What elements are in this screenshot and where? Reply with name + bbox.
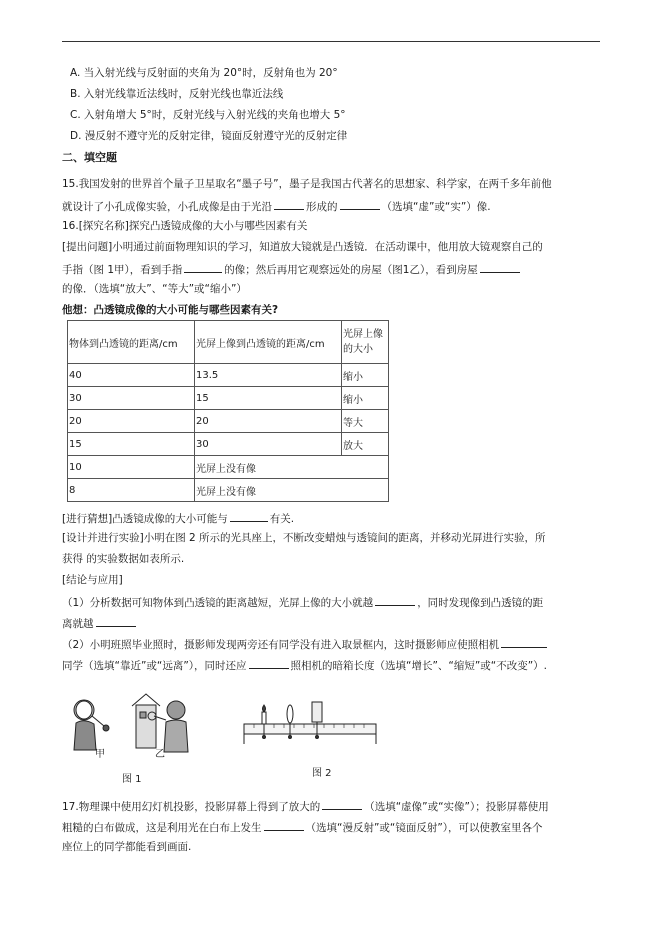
table-header-cell: 光屏上像到凸透镜的距离/cm — [195, 321, 342, 364]
answer-blank — [322, 798, 362, 810]
table-row — [68, 364, 389, 387]
table-cell: 放大 — [342, 433, 389, 456]
q16-conclusion2: （2）小明班照毕业照时，摄影师发现两旁还有同学没有进入取景框内，这时摄影师应使照相机 — [62, 636, 549, 652]
answer-blank — [480, 261, 520, 273]
table-header-row — [68, 321, 389, 364]
table-header-cell: 光屏上像的大小 — [342, 321, 389, 364]
q16-para3: 的像．（选填“放大”、“等大”或“缩小”） — [62, 283, 247, 295]
figure-1-caption: 图 1 — [122, 774, 142, 785]
table-row — [68, 456, 389, 479]
option-a: A. 当入射光线与反射面的夹角为 20°时，反射角也为 20° — [70, 67, 338, 79]
table-cell: 30 — [195, 433, 342, 456]
q16-para2: 手指（图 1甲），看到手指 的像；然后再用它观察远处的房屋（图1乙），看到房屋 — [62, 261, 522, 277]
table-cell: 40 — [68, 364, 195, 387]
table-cell: 20 — [195, 410, 342, 433]
q17-line2: 粗糙的白布做成，这是利用光在白布上发生 （选填“漫反射”或“镜面反射”），可以使教室里各个 — [62, 819, 543, 835]
answer-blank — [249, 657, 289, 669]
table-cell: 20 — [68, 410, 195, 433]
q16-conclusion1: （1）分析数据可知物体到凸透镜的距离越短，光屏上像的大小就越 ，同时发现像到凸透镜的距 — [62, 594, 543, 610]
section-heading: 二、填空题 — [62, 151, 117, 164]
table-cell: 光屏上没有像 — [195, 479, 389, 502]
answer-blank — [340, 198, 380, 210]
answer-blank — [375, 594, 415, 606]
answer-blank — [501, 636, 547, 648]
figure-1-label-a: 甲 — [95, 749, 105, 760]
answer-blank — [274, 198, 304, 210]
answer-blank — [184, 261, 222, 273]
table-cell: 13.5 — [195, 364, 342, 387]
table-header-cell: 物体到凸透镜的距离/cm — [68, 321, 195, 364]
q16-hypothesis: [进行猜想]凸透镜成像的大小可能与 有关. — [62, 510, 294, 526]
option-b: B. 入射光线靠近法线时，反射光线也靠近法线 — [70, 88, 284, 100]
header-rule — [62, 41, 600, 42]
table-cell: 缩小 — [342, 387, 389, 410]
q17-line3: 座位上的同学都能看到画面. — [62, 841, 192, 853]
table-cell: 8 — [68, 479, 195, 502]
q16-design1: [设计并进行实验]小明在图 2 所示的光具座上，不断改变蜡烛与透镜间的距离，并移动光屏进行实验，所 — [62, 532, 546, 544]
q16-conclusion-heading: [结论与应用] — [62, 574, 123, 586]
option-d: D. 漫反射不遵守光的反射定律，镜面反射遵守光的反射定律 — [70, 130, 348, 142]
q16-conclusion2-cont: 同学（选填“靠近”或“远离”），同时还应 照相机的暗箱长度（选填“增长”、“缩短”或“不改变”）. — [62, 657, 547, 673]
table-row — [68, 479, 389, 502]
table-cell: 等大 — [342, 410, 389, 433]
figure-2-illustration — [240, 696, 380, 748]
figure-1-label-b: 乙 — [155, 749, 165, 760]
q15-line1: 15.我国发射的世界首个量子卫星取名“墨子号”，墨子是我国古代著名的思想家、科学家，在两千多年前他 — [62, 178, 552, 190]
data-table — [67, 320, 389, 502]
q15-line2: 就设计了小孔成像实验，小孔成像是由于光沿 形成的 （选填“虚”或“实”）像. — [62, 198, 491, 214]
q16-guess: 他想：凸透镜成像的大小可能与哪些因素有关? — [62, 304, 279, 316]
q16-para1: [提出问题]小明通过前面物理知识的学习，知道放大镜就是凸透镜．在活动课中，他用放大镜观察自己的 — [62, 241, 543, 253]
table-cell: 缩小 — [342, 364, 389, 387]
table-cell: 光屏上没有像 — [195, 456, 389, 479]
figure-1-illustration — [66, 690, 206, 760]
q16-title: 16.[探究名称]探究凸透镜成像的大小与哪些因素有关 — [62, 220, 308, 232]
answer-blank — [264, 819, 304, 831]
table-cell: 15 — [195, 387, 342, 410]
table-row — [68, 387, 389, 410]
table-cell: 15 — [68, 433, 195, 456]
table-cell: 10 — [68, 456, 195, 479]
answer-blank — [96, 615, 136, 627]
figure-2-caption: 图 2 — [312, 768, 332, 779]
q17-line1: 17.物理课中使用幻灯机投影，投影屏幕上得到了放大的 （选填“虚像”或“实像”）；投影屏幕使用 — [62, 798, 549, 814]
table-row — [68, 410, 389, 433]
q16-conclusion1-cont: 离就越 — [62, 615, 138, 631]
table-row — [68, 433, 389, 456]
option-c: C. 入射角增大 5°时，反射光线与入射光线的夹角也增大 5° — [70, 109, 346, 121]
q16-design2: 获得 的实验数据如表所示. — [62, 553, 185, 565]
answer-blank — [230, 510, 268, 522]
table-cell: 30 — [68, 387, 195, 410]
